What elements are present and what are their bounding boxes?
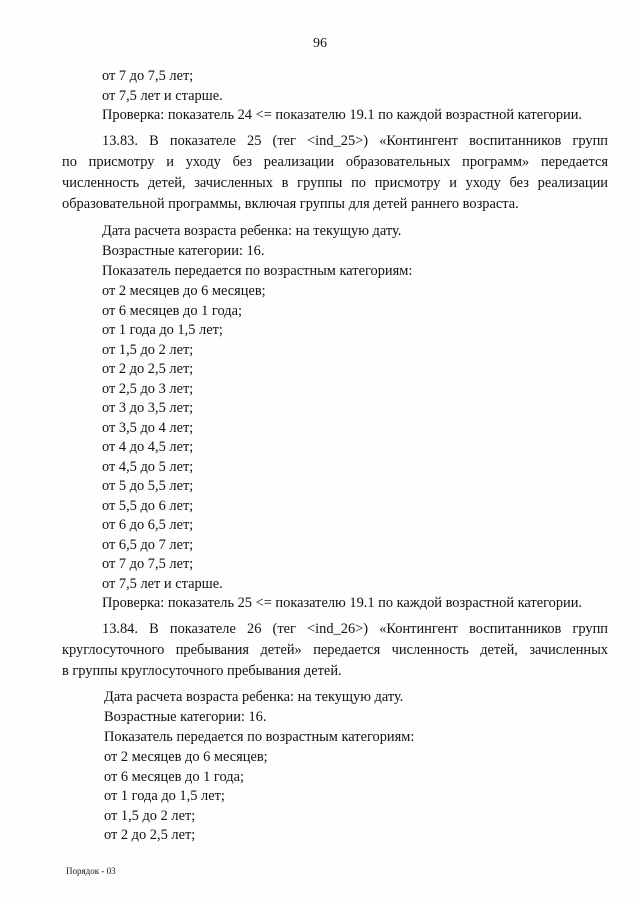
paragraph-84-line-3: в группы круглосуточного пребывания детей.: [62, 663, 342, 679]
list-item: от 5 до 5,5 лет;: [102, 478, 194, 494]
paragraph-84-line-1: 13.84. В показателе 26 (тег <ind_26>) «Контингент воспитанников групп: [102, 621, 608, 637]
by-age-intro-line: Показатель передается по возрастным категориям:: [102, 263, 413, 279]
paragraph-83-line-3: численность детей, зачисленных в группы по присмотру и уходу без реализации: [62, 175, 608, 191]
age-categories-line: Возрастные категории: 16.: [102, 243, 265, 259]
paragraph-83-line-1: 13.83. В показателе 25 (тег <ind_25>) «Контингент воспитанников групп: [102, 133, 608, 149]
page-number: 96: [313, 36, 327, 51]
paragraph-84-line-2: круглосуточного пребывания детей» передается численность детей, зачисленных: [62, 642, 608, 658]
list-item: от 5,5 до 6 лет;: [102, 497, 194, 514]
by-age-intro-line: Показатель передается по возрастным категориям:: [104, 729, 415, 745]
list-item: от 7 до 7,5 лет;: [102, 556, 194, 572]
list-item: от 7,5 лет и старше.: [102, 87, 223, 104]
paragraph-83-line-2: по присмотру и уходу без реализации образовательных программ» передается: [62, 154, 608, 170]
paragraph-83-line-4: образовательной программы, включая группы для детей раннего возраста.: [62, 196, 519, 212]
list-item: от 4 до 4,5 лет;: [102, 439, 194, 455]
list-item: от 3 до 3,5 лет;: [102, 400, 194, 416]
list-item: от 1 года до 1,5 лет;: [102, 322, 223, 338]
calc-date-line: Дата расчета возраста ребенка: на текущую дату.: [102, 223, 402, 239]
list-item: от 2 месяцев до 6 месяцев;: [104, 749, 268, 765]
list-item: от 4,5 до 5 лет;: [102, 458, 194, 475]
list-item: от 2 до 2,5 лет;: [104, 827, 196, 843]
list-item: от 1,5 до 2 лет;: [102, 341, 194, 358]
list-item: от 6 месяцев до 1 года;: [102, 302, 242, 319]
calc-date-line: Дата расчета возраста ребенка: на текущую дату.: [104, 689, 404, 705]
check-line: Проверка: показатель 25 <= показателю 19.1 по каждой возрастной категории.: [102, 595, 583, 611]
list-item: от 1 года до 1,5 лет;: [104, 788, 225, 804]
list-item: от 6 месяцев до 1 года;: [104, 768, 244, 785]
list-item: от 6 до 6,5 лет;: [102, 517, 194, 533]
page-footer: Порядок - 03: [66, 866, 116, 876]
list-item: от 1,5 до 2 лет;: [104, 807, 196, 824]
age-categories-line: Возрастные категории: 16.: [104, 709, 267, 725]
list-item: от 7,5 лет и старше.: [102, 575, 223, 592]
list-item: от 2,5 до 3 лет;: [102, 380, 194, 397]
list-item: от 2 до 2,5 лет;: [102, 361, 194, 377]
list-item: от 6,5 до 7 лет;: [102, 536, 194, 553]
list-item: от 7 до 7,5 лет;: [102, 68, 194, 84]
list-item: от 3,5 до 4 лет;: [102, 419, 194, 436]
list-item: от 2 месяцев до 6 месяцев;: [102, 283, 266, 299]
check-line: Проверка: показатель 24 <= показателю 19.1 по каждой возрастной категории.: [102, 107, 583, 123]
